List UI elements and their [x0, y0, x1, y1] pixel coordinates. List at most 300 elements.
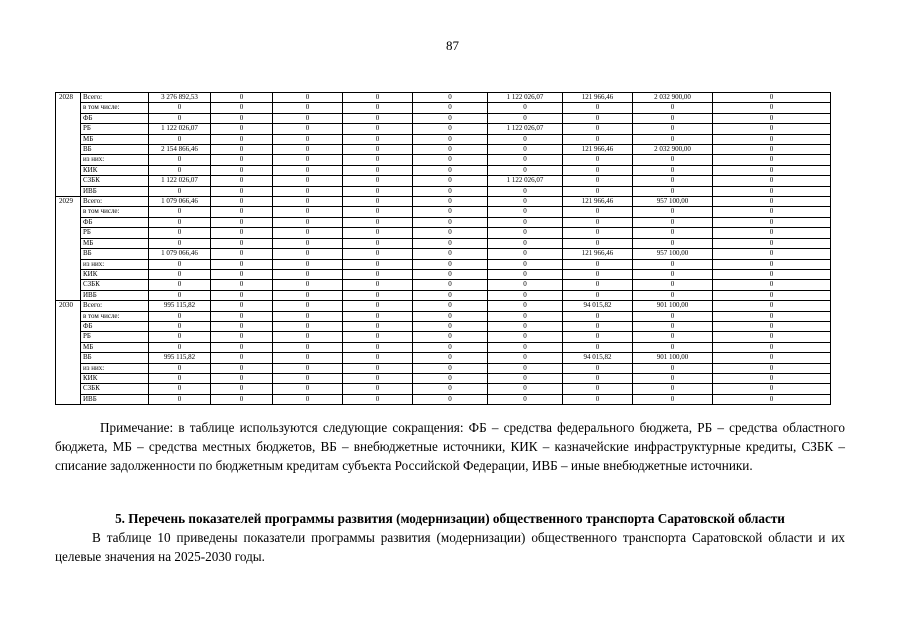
value-cell: 0	[343, 228, 413, 238]
value-cell: 0	[488, 321, 563, 331]
value-cell: 0	[488, 332, 563, 342]
value-cell: 0	[633, 290, 713, 300]
value-cell: 0	[343, 394, 413, 404]
value-cell: 0	[713, 93, 831, 103]
value-cell: 0	[211, 103, 273, 113]
row-label: ФБ	[81, 113, 149, 123]
value-cell: 2 032 900,00	[633, 145, 713, 155]
value-cell: 0	[211, 321, 273, 331]
row-label: Всего:	[81, 197, 149, 207]
value-cell: 995 115,82	[149, 301, 211, 311]
row-label: КИК	[81, 165, 149, 175]
value-cell: 0	[273, 207, 343, 217]
row-label: МБ	[81, 342, 149, 352]
value-cell: 0	[713, 165, 831, 175]
value-cell: 0	[563, 269, 633, 279]
value-cell: 0	[563, 384, 633, 394]
value-cell: 0	[343, 373, 413, 383]
value-cell: 0	[149, 269, 211, 279]
value-cell: 0	[211, 384, 273, 394]
value-cell: 0	[563, 238, 633, 248]
value-cell: 0	[413, 113, 488, 123]
value-cell: 0	[343, 384, 413, 394]
value-cell: 0	[211, 238, 273, 248]
value-cell: 0	[563, 155, 633, 165]
value-cell: 0	[413, 311, 488, 321]
value-cell: 0	[713, 332, 831, 342]
value-cell: 0	[149, 113, 211, 123]
value-cell: 0	[713, 113, 831, 123]
value-cell: 0	[633, 186, 713, 196]
row-label: КИК	[81, 269, 149, 279]
value-cell: 0	[211, 165, 273, 175]
value-cell: 0	[488, 269, 563, 279]
value-cell: 0	[273, 249, 343, 259]
value-cell: 0	[343, 363, 413, 373]
table-row	[56, 124, 831, 134]
value-cell: 0	[488, 217, 563, 227]
table-row	[56, 217, 831, 227]
value-cell: 0	[273, 155, 343, 165]
table-row	[56, 269, 831, 279]
value-cell: 0	[563, 280, 633, 290]
table-row	[56, 332, 831, 342]
value-cell: 0	[211, 197, 273, 207]
value-cell: 0	[633, 280, 713, 290]
value-cell: 0	[713, 145, 831, 155]
table-row	[56, 113, 831, 123]
value-cell: 0	[488, 134, 563, 144]
value-cell: 94 015,82	[563, 353, 633, 363]
value-cell: 0	[713, 228, 831, 238]
row-label: КИК	[81, 373, 149, 383]
value-cell: 0	[413, 373, 488, 383]
value-cell: 0	[633, 394, 713, 404]
value-cell: 0	[488, 290, 563, 300]
value-cell: 0	[211, 228, 273, 238]
value-cell: 0	[343, 301, 413, 311]
value-cell: 0	[149, 321, 211, 331]
value-cell: 0	[713, 259, 831, 269]
value-cell: 0	[713, 384, 831, 394]
value-cell: 0	[343, 269, 413, 279]
row-label: ИВБ	[81, 290, 149, 300]
value-cell: 0	[563, 207, 633, 217]
value-cell: 0	[273, 353, 343, 363]
table-row	[56, 280, 831, 290]
value-cell: 0	[211, 290, 273, 300]
value-cell: 0	[273, 384, 343, 394]
table-row	[56, 238, 831, 248]
value-cell: 121 966,46	[563, 249, 633, 259]
value-cell: 0	[488, 363, 563, 373]
value-cell: 0	[633, 332, 713, 342]
value-cell: 0	[488, 228, 563, 238]
value-cell: 0	[488, 373, 563, 383]
row-label: в том числе:	[81, 103, 149, 113]
value-cell: 0	[149, 228, 211, 238]
value-cell: 0	[413, 228, 488, 238]
value-cell: 0	[149, 165, 211, 175]
value-cell: 0	[343, 332, 413, 342]
value-cell: 0	[488, 103, 563, 113]
row-label: ФБ	[81, 321, 149, 331]
table-row	[56, 176, 831, 186]
value-cell: 0	[149, 394, 211, 404]
table-row	[56, 373, 831, 383]
row-label: РБ	[81, 332, 149, 342]
value-cell: 0	[713, 311, 831, 321]
page-number: 87	[446, 38, 459, 53]
value-cell: 0	[488, 353, 563, 363]
value-cell: 0	[343, 280, 413, 290]
value-cell: 1 122 026,07	[149, 124, 211, 134]
value-cell: 0	[343, 186, 413, 196]
value-cell: 0	[211, 113, 273, 123]
value-cell: 0	[149, 103, 211, 113]
table-row	[56, 165, 831, 175]
table-row	[56, 394, 831, 404]
value-cell: 0	[713, 373, 831, 383]
value-cell: 0	[713, 269, 831, 279]
value-cell: 0	[273, 311, 343, 321]
value-cell: 0	[273, 103, 343, 113]
value-cell: 0	[413, 342, 488, 352]
value-cell: 0	[343, 145, 413, 155]
value-cell: 0	[211, 353, 273, 363]
value-cell: 0	[413, 186, 488, 196]
value-cell: 0	[343, 353, 413, 363]
table-row	[56, 228, 831, 238]
budget-table-body	[56, 93, 831, 405]
table-row	[56, 384, 831, 394]
value-cell: 2 032 900,00	[633, 93, 713, 103]
value-cell: 2 154 866,46	[149, 145, 211, 155]
value-cell: 995 115,82	[149, 353, 211, 363]
value-cell: 0	[343, 321, 413, 331]
value-cell: 0	[413, 353, 488, 363]
value-cell: 0	[413, 124, 488, 134]
value-cell: 0	[633, 103, 713, 113]
row-label: ИВБ	[81, 394, 149, 404]
budget-table	[55, 92, 831, 405]
table-row	[56, 353, 831, 363]
value-cell: 0	[149, 207, 211, 217]
value-cell: 0	[413, 280, 488, 290]
value-cell: 0	[343, 93, 413, 103]
value-cell: 0	[633, 373, 713, 383]
value-cell: 0	[633, 124, 713, 134]
value-cell: 0	[713, 186, 831, 196]
value-cell: 0	[488, 207, 563, 217]
value-cell: 0	[211, 373, 273, 383]
value-cell: 0	[343, 238, 413, 248]
value-cell: 0	[343, 249, 413, 259]
row-label: в том числе:	[81, 207, 149, 217]
value-cell: 0	[273, 145, 343, 155]
value-cell: 0	[149, 217, 211, 227]
value-cell: 0	[211, 124, 273, 134]
value-cell: 0	[273, 259, 343, 269]
table-row	[56, 93, 831, 103]
value-cell: 0	[273, 280, 343, 290]
value-cell: 0	[149, 332, 211, 342]
value-cell: 0	[488, 311, 563, 321]
year-cell: 2029	[56, 197, 81, 301]
row-label: МБ	[81, 134, 149, 144]
row-label: РБ	[81, 228, 149, 238]
value-cell: 0	[488, 384, 563, 394]
value-cell: 0	[273, 113, 343, 123]
value-cell: 0	[273, 332, 343, 342]
value-cell: 0	[343, 155, 413, 165]
table-row	[56, 186, 831, 196]
value-cell: 0	[713, 342, 831, 352]
row-label: СЗБК	[81, 384, 149, 394]
value-cell: 0	[149, 134, 211, 144]
row-label: СЗБК	[81, 280, 149, 290]
table-row	[56, 301, 831, 311]
value-cell: 0	[563, 103, 633, 113]
value-cell: 1 122 026,07	[488, 93, 563, 103]
row-label: СЗБК	[81, 176, 149, 186]
value-cell: 0	[273, 124, 343, 134]
value-cell: 0	[488, 197, 563, 207]
value-cell: 0	[211, 280, 273, 290]
value-cell: 0	[343, 197, 413, 207]
value-cell: 0	[413, 145, 488, 155]
value-cell: 0	[211, 301, 273, 311]
value-cell: 0	[211, 342, 273, 352]
value-cell: 0	[413, 134, 488, 144]
value-cell: 0	[633, 238, 713, 248]
value-cell: 1 122 026,07	[149, 176, 211, 186]
value-cell: 0	[273, 321, 343, 331]
value-cell: 0	[633, 384, 713, 394]
value-cell: 0	[713, 301, 831, 311]
value-cell: 0	[563, 228, 633, 238]
value-cell: 0	[563, 186, 633, 196]
value-cell: 0	[563, 259, 633, 269]
value-cell: 0	[273, 269, 343, 279]
value-cell: 0	[563, 394, 633, 404]
value-cell: 0	[211, 394, 273, 404]
value-cell: 0	[149, 259, 211, 269]
value-cell: 0	[343, 124, 413, 134]
value-cell: 0	[343, 259, 413, 269]
table-row	[56, 145, 831, 155]
value-cell: 0	[413, 332, 488, 342]
value-cell: 0	[273, 134, 343, 144]
value-cell: 0	[413, 321, 488, 331]
value-cell: 0	[343, 176, 413, 186]
value-cell: 121 966,46	[563, 197, 633, 207]
value-cell: 0	[633, 228, 713, 238]
value-cell: 0	[149, 363, 211, 373]
value-cell: 0	[149, 342, 211, 352]
value-cell: 901 100,00	[633, 301, 713, 311]
value-cell: 0	[273, 301, 343, 311]
value-cell: 0	[713, 249, 831, 259]
year-cell: 2028	[56, 93, 81, 197]
value-cell: 0	[488, 259, 563, 269]
value-cell: 0	[633, 176, 713, 186]
value-cell: 0	[563, 176, 633, 186]
value-cell: 0	[633, 311, 713, 321]
row-label: ВБ	[81, 145, 149, 155]
value-cell: 0	[413, 217, 488, 227]
value-cell: 0	[413, 363, 488, 373]
value-cell: 0	[273, 394, 343, 404]
value-cell: 0	[211, 311, 273, 321]
value-cell: 0	[343, 165, 413, 175]
value-cell: 0	[633, 363, 713, 373]
value-cell: 0	[343, 290, 413, 300]
value-cell: 0	[343, 311, 413, 321]
value-cell: 0	[563, 363, 633, 373]
value-cell: 0	[563, 113, 633, 123]
value-cell: 0	[413, 249, 488, 259]
value-cell: 0	[563, 124, 633, 134]
value-cell: 0	[713, 321, 831, 331]
value-cell: 0	[633, 259, 713, 269]
value-cell: 0	[633, 269, 713, 279]
value-cell: 0	[211, 134, 273, 144]
value-cell: 0	[413, 384, 488, 394]
value-cell: 0	[413, 394, 488, 404]
value-cell: 94 015,82	[563, 301, 633, 311]
value-cell: 0	[713, 280, 831, 290]
value-cell: 0	[343, 134, 413, 144]
row-label: Всего:	[81, 301, 149, 311]
value-cell: 0	[413, 165, 488, 175]
value-cell: 0	[413, 155, 488, 165]
value-cell: 0	[633, 217, 713, 227]
table-row	[56, 290, 831, 300]
table-row	[56, 207, 831, 217]
value-cell: 0	[713, 197, 831, 207]
value-cell: 0	[273, 186, 343, 196]
value-cell: 0	[273, 363, 343, 373]
value-cell: 0	[488, 145, 563, 155]
table-row	[56, 249, 831, 259]
value-cell: 0	[149, 311, 211, 321]
value-cell: 1 079 066,46	[149, 249, 211, 259]
value-cell: 0	[413, 301, 488, 311]
value-cell: 0	[413, 269, 488, 279]
row-label: ИВБ	[81, 186, 149, 196]
value-cell: 0	[343, 113, 413, 123]
value-cell: 0	[211, 249, 273, 259]
value-cell: 0	[273, 342, 343, 352]
value-cell: 0	[211, 207, 273, 217]
row-label: ФБ	[81, 217, 149, 227]
value-cell: 0	[211, 176, 273, 186]
value-cell: 0	[211, 363, 273, 373]
value-cell: 0	[633, 113, 713, 123]
value-cell: 0	[563, 290, 633, 300]
value-cell: 0	[211, 269, 273, 279]
value-cell: 0	[488, 394, 563, 404]
value-cell: 0	[563, 217, 633, 227]
value-cell: 0	[563, 342, 633, 352]
value-cell: 0	[211, 259, 273, 269]
section-text: В таблице 10 приведены показатели программы развития (модернизации) общественного транспорта Саратовской области и их целевые значения на 2025-2030 годы.	[55, 530, 845, 564]
value-cell: 121 966,46	[563, 145, 633, 155]
value-cell: 0	[273, 373, 343, 383]
row-label: из них:	[81, 259, 149, 269]
value-cell: 3 276 892,53	[149, 93, 211, 103]
value-cell: 0	[563, 332, 633, 342]
row-label: из них:	[81, 155, 149, 165]
value-cell: 0	[488, 301, 563, 311]
row-label: ВБ	[81, 353, 149, 363]
value-cell: 0	[488, 342, 563, 352]
value-cell: 0	[149, 186, 211, 196]
value-cell: 1 079 066,46	[149, 197, 211, 207]
value-cell: 0	[488, 280, 563, 290]
value-cell: 0	[343, 217, 413, 227]
value-cell: 0	[211, 155, 273, 165]
value-cell: 0	[633, 321, 713, 331]
row-label: Всего:	[81, 93, 149, 103]
value-cell: 0	[413, 238, 488, 248]
value-cell: 0	[343, 103, 413, 113]
value-cell: 0	[713, 394, 831, 404]
value-cell: 0	[563, 134, 633, 144]
value-cell: 901 100,00	[633, 353, 713, 363]
table-row	[56, 197, 831, 207]
value-cell: 0	[633, 207, 713, 217]
table-row	[56, 321, 831, 331]
value-cell: 0	[413, 290, 488, 300]
value-cell: 0	[563, 321, 633, 331]
value-cell: 0	[633, 155, 713, 165]
table-row	[56, 311, 831, 321]
value-cell: 0	[488, 113, 563, 123]
value-cell: 0	[211, 186, 273, 196]
value-cell: 0	[713, 134, 831, 144]
value-cell: 0	[413, 197, 488, 207]
row-label: в том числе:	[81, 311, 149, 321]
value-cell: 0	[633, 342, 713, 352]
value-cell: 957 100,00	[633, 249, 713, 259]
row-label: РБ	[81, 124, 149, 134]
row-label: МБ	[81, 238, 149, 248]
year-cell: 2030	[56, 301, 81, 405]
value-cell: 0	[413, 93, 488, 103]
value-cell: 0	[211, 217, 273, 227]
value-cell: 0	[563, 373, 633, 383]
value-cell: 0	[273, 217, 343, 227]
value-cell: 0	[149, 238, 211, 248]
table-row	[56, 342, 831, 352]
value-cell: 0	[713, 238, 831, 248]
value-cell: 0	[488, 155, 563, 165]
value-cell: 0	[488, 249, 563, 259]
value-cell: 0	[211, 93, 273, 103]
value-cell: 0	[713, 353, 831, 363]
value-cell: 0	[633, 134, 713, 144]
value-cell: 0	[413, 176, 488, 186]
value-cell: 0	[563, 311, 633, 321]
value-cell: 0	[149, 384, 211, 394]
value-cell: 0	[713, 363, 831, 373]
value-cell: 0	[413, 103, 488, 113]
value-cell: 0	[211, 332, 273, 342]
section-heading: 5. Перечень показателей программы развития (модернизации) общественного транспорта Саратовской области	[115, 511, 785, 526]
value-cell: 0	[713, 124, 831, 134]
